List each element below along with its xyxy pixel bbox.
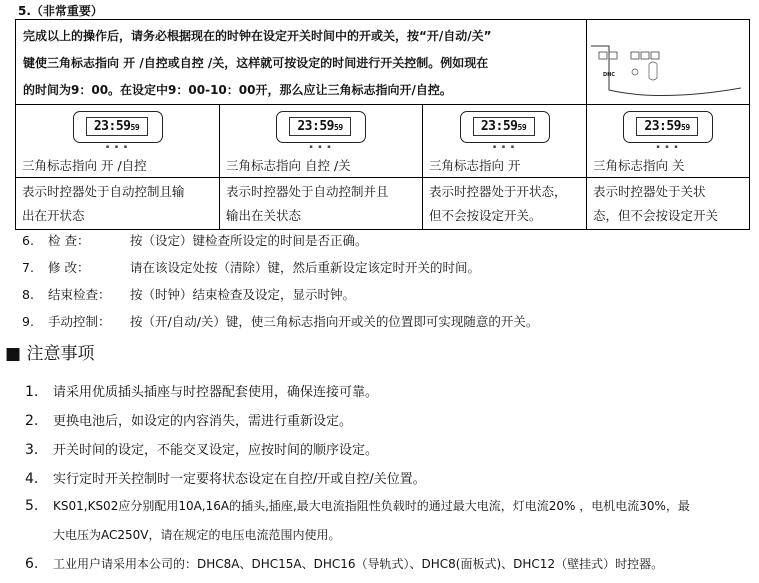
note-text: 开关时间的设定，不能交叉设定，应按时间的顺序设定。 (53, 443, 379, 458)
step-text: 请在该设定处按（清除）键，然后重新设定该定时开关的时间。 (130, 260, 481, 275)
lcd-marks: ▪ ▪ ▪ (309, 144, 333, 150)
intro-text (23, 23, 580, 104)
intro-line-3: 的时间为9：00。在设定中9：00-10：00开，那么应让三角标志指向开/自控。 (23, 83, 452, 97)
note-num: 4. (25, 471, 39, 487)
note-num: 3. (25, 442, 39, 458)
notes-title: ■ 注意事项 (5, 344, 95, 364)
lcd-marks: ▪ ▪ ▪ (105, 144, 130, 150)
lcd-display-icon (73, 111, 163, 143)
intro-cell (16, 20, 587, 105)
desc-cell-4 (587, 178, 750, 230)
note-5-cont: 大电压为AC250V，请在规定的电压电流范围内使用。 (53, 528, 341, 542)
desc-cell-3 (423, 178, 587, 230)
pointer-label: 三角标志指向 开 (429, 158, 521, 173)
desc-line: 表示时控器处于开状态， (429, 184, 567, 199)
note-6 (25, 555, 663, 572)
step-7 (22, 258, 480, 276)
pointer-label: 三角标志指向 关 (593, 158, 685, 173)
step-name: 修 改： (48, 260, 90, 275)
desc-line: 出在开状态 (22, 208, 85, 223)
note-text: 请采用优质插头插座与时控器配套使用，确保连接可靠。 (53, 385, 379, 400)
note-2 (25, 410, 352, 429)
step-6 (22, 231, 368, 249)
svg-text:DHC: DHC (603, 72, 616, 78)
lcd-display-icon (460, 111, 550, 143)
step-name: 检 查： (48, 233, 90, 248)
desc-line: 表示时控器处于自动控制且输 (22, 184, 185, 199)
step-8 (22, 285, 355, 303)
note-text: 实行定时开关控制时一定要将状态设定在自控/开或自控/关位置。 (53, 472, 426, 487)
step-num: 8. (22, 287, 34, 302)
pointer-label: 三角标志指向 开 /自控 (22, 158, 147, 173)
note-text: 工业用户请采用本公司的：DHC8A、DHC15A、DHC16（导轨式）、DHC8(面板式)、DHC12（壁挂式）时控器。 (53, 557, 664, 571)
lcd-time: 23:5959 (289, 117, 351, 136)
step-num: 7. (22, 260, 34, 275)
step-text: 按（时钟）结束检查及设定，显示时钟。 (130, 287, 356, 302)
step-text: 按（开/自动/关）键，使三角标志指向开或关的位置即可实现随意的开关。 (130, 314, 539, 329)
desc-line: 表示时控器处于自动控制并且 (226, 184, 389, 199)
pointer-label: 三角标志指向 自控 /关 (226, 158, 351, 173)
desc-cell-1 (16, 178, 220, 230)
step-name: 手动控制： (48, 314, 111, 329)
clock-cell-3 (423, 105, 587, 178)
lcd-marks: ▪ ▪ ▪ (656, 144, 680, 150)
intro-line-1: 完成以上的操作后，请务必根据现在的时钟在设定开关时间中的开或关，按“开/自动/关” (23, 29, 492, 43)
note-1 (25, 381, 378, 400)
note-num: 5. (25, 498, 39, 514)
lcd-display-icon (623, 111, 713, 143)
lcd-display-icon (276, 111, 366, 143)
clock-cell-1 (16, 105, 220, 178)
clock-cell-2 (220, 105, 423, 178)
note-3 (25, 439, 378, 458)
intro-line-2: 键使三角标志指向 开 /自控或自控 /关，这样就可按设定的时间进行开关控制。例如现在 (23, 56, 489, 70)
note-4 (25, 468, 426, 487)
desc-line: 输出在关状态 (226, 208, 302, 223)
lcd-time: 23:5959 (636, 117, 698, 136)
desc-line: 态，但不会按设定开关 (593, 208, 719, 223)
lcd-time: 23:5959 (86, 117, 148, 136)
step-num: 9. (22, 314, 34, 329)
step-text: 按（设定）键检查所设定的时间是否正确。 (130, 233, 368, 248)
lcd-time: 23:5959 (473, 117, 535, 136)
clock-cell-4 (587, 105, 750, 178)
desc-line: 但不会按设定开关。 (429, 208, 542, 223)
note-num: 1. (25, 384, 39, 400)
note-text: KS01,KS02应分别配用10A,16A的插头,插座,最大电流指阻性负载时的通过最大电流，灯电流20% ，电机电流30%，最 (53, 499, 690, 513)
step-9 (22, 312, 538, 330)
note-5 (25, 497, 690, 514)
desc-line: 表示时控器处于关状 (593, 184, 706, 199)
note-text: 更换电池后，如设定的内容消失，需进行重新设定。 (53, 414, 353, 429)
section-heading: 5.（非常重要） (18, 4, 103, 18)
timer-device-icon (591, 42, 741, 100)
desc-cell-2 (220, 178, 423, 230)
step-num: 6. (22, 233, 34, 248)
step-name: 结束检查： (48, 287, 111, 302)
lcd-marks: ▪ ▪ ▪ (492, 144, 517, 150)
note-num: 6. (25, 556, 39, 572)
note-num: 2. (25, 413, 39, 429)
